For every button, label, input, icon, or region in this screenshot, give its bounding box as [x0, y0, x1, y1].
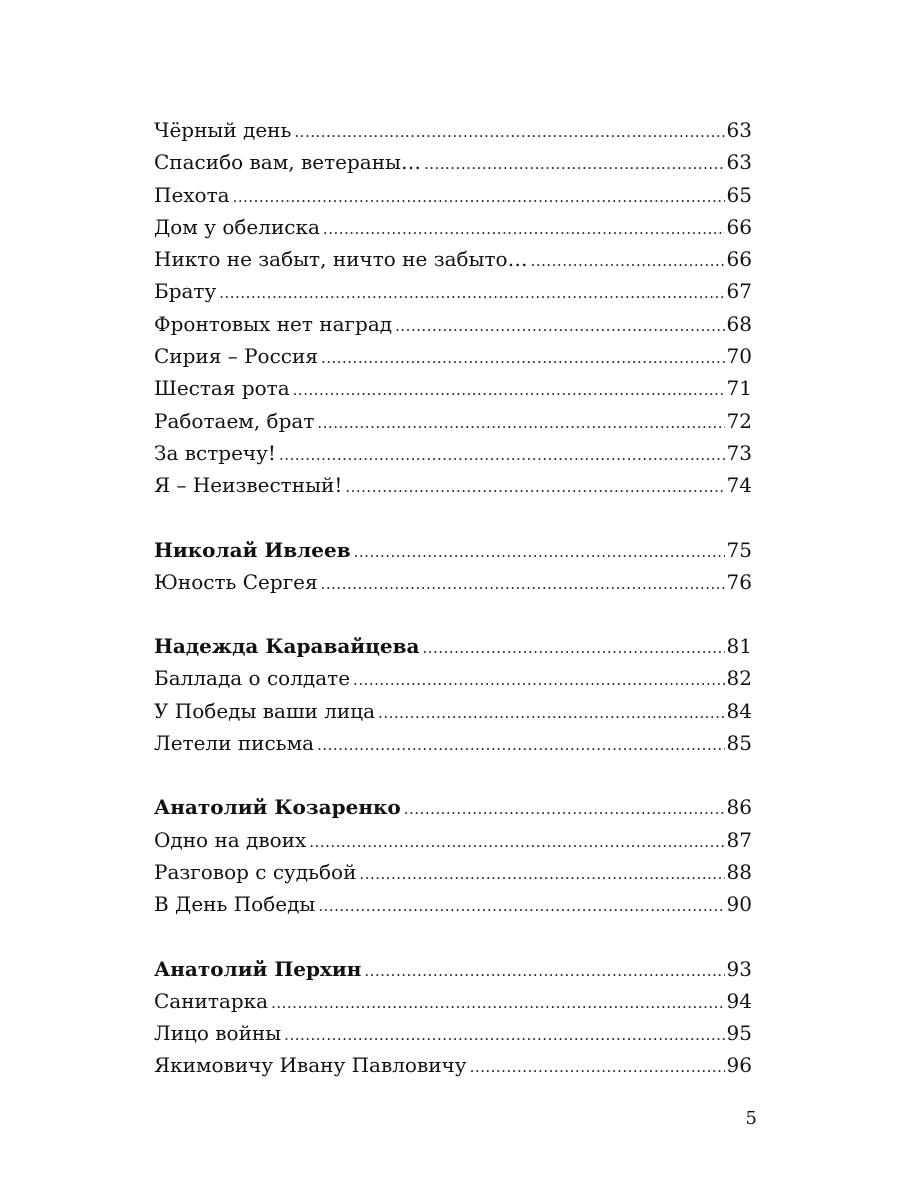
- dot-leader: [279, 439, 725, 471]
- toc-entry[interactable]: [154, 662, 752, 694]
- toc-entry-page: 94: [726, 988, 752, 1013]
- toc-entry-page: 66: [726, 247, 752, 272]
- toc-entry[interactable]: [154, 888, 752, 920]
- toc-entry[interactable]: [154, 824, 752, 856]
- toc-entry-title: Никто не забыт, ничто не забыто…: [154, 247, 528, 272]
- toc-author-name: Николай Ивлеев: [154, 537, 351, 562]
- toc-entry[interactable]: [154, 211, 752, 243]
- toc-entry[interactable]: [154, 469, 752, 501]
- dot-leader: [531, 245, 725, 277]
- toc-entry-page: 95: [726, 1021, 752, 1046]
- toc-entry[interactable]: [154, 243, 752, 275]
- dot-leader: [294, 116, 724, 148]
- toc-author-entry[interactable]: [154, 953, 752, 985]
- toc-entry-title: Сирия – Россия: [154, 344, 318, 369]
- table-of-contents: [154, 114, 752, 1082]
- toc-entry-title: Баллада о солдате: [154, 666, 351, 691]
- toc-entry-page: 76: [726, 569, 752, 594]
- dot-leader: [309, 826, 724, 858]
- toc-entry-page: 84: [726, 698, 752, 723]
- toc-entry-title: В День Победы: [154, 892, 316, 917]
- dot-leader: [293, 374, 725, 406]
- toc-group-perkhin: [154, 953, 752, 1082]
- toc-entry[interactable]: [154, 695, 752, 727]
- toc-entry[interactable]: [154, 1017, 752, 1049]
- dot-leader: [353, 664, 725, 696]
- toc-entry-page: 82: [726, 666, 752, 691]
- toc-entry[interactable]: [154, 985, 752, 1017]
- toc-entry-page: 86: [726, 795, 752, 820]
- toc-group-kozarenko: [154, 791, 752, 920]
- toc-entry-title: Я – Неизвестный!: [154, 473, 343, 498]
- toc-entry[interactable]: [154, 340, 752, 372]
- toc-entry-title: Чёрный день: [154, 118, 292, 142]
- toc-entry-title: Санитарка: [154, 988, 269, 1013]
- dot-leader: [317, 729, 724, 761]
- page-number: 5: [745, 1108, 757, 1129]
- toc-entry-page: 81: [726, 634, 752, 659]
- dot-leader: [378, 697, 725, 729]
- toc-author-name: Надежда Каравайцева: [154, 634, 420, 659]
- dot-leader: [359, 858, 724, 890]
- toc-entry-page: 75: [726, 537, 752, 562]
- toc-group-continued: [154, 114, 752, 502]
- toc-group-karavaytseva: [154, 630, 752, 759]
- toc-entry-page: 90: [726, 892, 752, 917]
- dot-leader: [354, 536, 725, 568]
- toc-entry-page: 96: [726, 1053, 752, 1078]
- toc-entry-title: Пехота: [154, 182, 230, 207]
- toc-entry-page: 85: [726, 731, 752, 756]
- dot-leader: [321, 568, 725, 600]
- toc-entry[interactable]: [154, 146, 752, 178]
- toc-entry-title: Летели письма: [154, 731, 315, 756]
- toc-entry-page: 87: [726, 827, 752, 852]
- toc-entry-page: 74: [726, 473, 752, 498]
- toc-entry-title: Одно на двоих: [154, 827, 307, 852]
- toc-author-entry[interactable]: [154, 630, 752, 662]
- toc-entry-page: 71: [726, 376, 752, 401]
- dot-leader: [318, 890, 724, 922]
- toc-entry-page: 70: [726, 344, 752, 369]
- toc-entry-title: Спасибо вам, ветераны…: [154, 150, 421, 175]
- dot-leader: [345, 471, 724, 503]
- toc-entry-page: 93: [726, 956, 752, 981]
- toc-entry-title: Юность Сергея: [154, 569, 318, 594]
- toc-entry-page: 63: [726, 150, 752, 175]
- toc-entry[interactable]: [154, 405, 752, 437]
- toc-entry[interactable]: [154, 275, 752, 307]
- toc-entry-title: Брату: [154, 279, 217, 304]
- toc-entry[interactable]: [154, 372, 752, 404]
- dot-leader: [423, 632, 725, 664]
- toc-entry[interactable]: [154, 437, 752, 469]
- toc-entry-page: 63: [726, 118, 752, 142]
- toc-entry-title: У Победы ваши лица: [154, 698, 376, 723]
- dot-leader: [233, 181, 725, 213]
- toc-entry-page: 68: [726, 311, 752, 336]
- toc-entry[interactable]: [154, 727, 752, 759]
- toc-entry[interactable]: [154, 856, 752, 888]
- toc-entry-title: Фронтовых нет наград: [154, 311, 393, 336]
- toc-entry-title: Лицо войны: [154, 1021, 282, 1046]
- dot-leader: [404, 793, 725, 825]
- toc-entry[interactable]: [154, 179, 752, 211]
- dot-leader: [424, 148, 725, 180]
- toc-entry-title: За встречу!: [154, 440, 276, 465]
- dot-leader: [321, 342, 725, 374]
- toc-entry-page: 65: [726, 182, 752, 207]
- toc-group-ivleev: [154, 534, 752, 599]
- toc-entry-title: Работаем, брат: [154, 408, 315, 433]
- toc-entry-page: 66: [726, 214, 752, 239]
- toc-entry[interactable]: [154, 1049, 752, 1081]
- toc-entry-title: Якимовичу Ивану Павловичу: [154, 1053, 467, 1078]
- dot-leader: [323, 213, 725, 245]
- dot-leader: [395, 310, 724, 342]
- toc-entry-page: 67: [726, 279, 752, 304]
- toc-author-name: Анатолий Перхин: [154, 956, 362, 981]
- dot-leader: [219, 277, 724, 309]
- dot-leader: [284, 1019, 724, 1051]
- toc-author-name: Анатолий Козаренко: [154, 795, 401, 820]
- toc-entry[interactable]: [154, 566, 752, 598]
- toc-entry-title: Дом у обелиска: [154, 214, 320, 239]
- toc-entry-page: 72: [726, 408, 752, 433]
- toc-entry[interactable]: [154, 308, 752, 340]
- toc-entry-title: Разговор с судьбой: [154, 859, 357, 884]
- dot-leader: [364, 955, 724, 987]
- toc-entry-title: Шестая рота: [154, 376, 290, 401]
- dot-leader: [271, 987, 724, 1019]
- toc-entry-page: 73: [726, 440, 752, 465]
- toc-entry[interactable]: [154, 114, 752, 146]
- toc-author-entry[interactable]: [154, 791, 752, 823]
- dot-leader: [470, 1051, 725, 1083]
- toc-entry-page: 88: [726, 859, 752, 884]
- dot-leader: [317, 407, 724, 439]
- toc-author-entry[interactable]: [154, 534, 752, 566]
